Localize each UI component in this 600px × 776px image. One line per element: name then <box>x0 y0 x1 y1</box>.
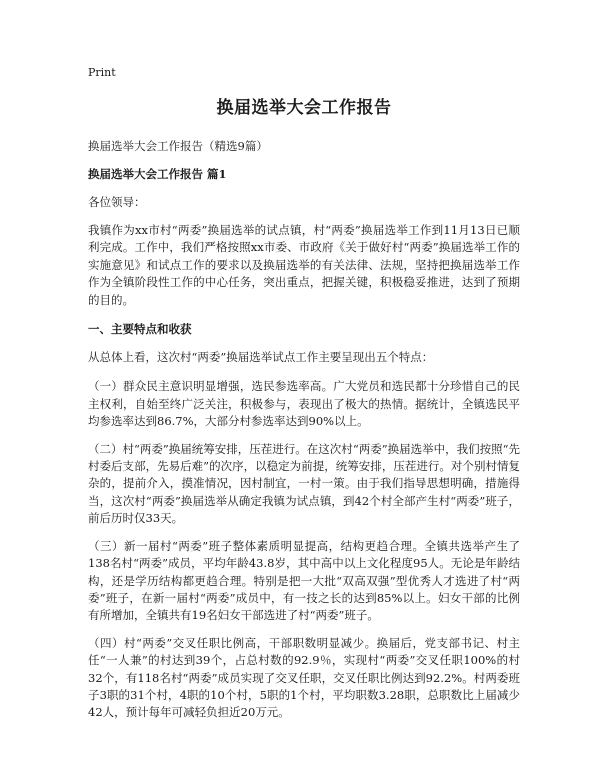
greeting-line: 各位领导： <box>88 195 146 209</box>
print-label[interactable]: Print <box>88 66 116 79</box>
section-heading: 一、主要特点和收获 <box>88 322 192 337</box>
section-lead-paragraph: 从总体上看，这次村“两委”换届选举试点工作主要呈现出五个特点： <box>88 350 434 365</box>
point-paragraph: （三）新一届村“两委”班子整体素质明显提高，结构更趋合理。全镇共选举产生了138名村“两委”成员，平均年龄43.8岁，其中高中以上文化程度95人。无论是年龄结构，还是学历结构都更趋合理。特别是把一大批“双高双强”型优秀人才选进了村“两委”班子，在新一届村“两委”成员中，有一技之长的达到85%以上。妇女干部的比例有所增加，全镇共有19名妇女干部选进了村“两委”班子。 <box>88 538 520 623</box>
point-paragraph: （一）群众民主意识明显增强，选民参选率高。广大党员和选民都十分珍惜自己的民主权利，自始至终广泛关注，积极参与，表现出了极大的热情。据统计，全镇选民平均参选率达到86.7%，大部分村参选率达到90%以上。 <box>88 379 520 429</box>
point-paragraph: （二）村“两委”换届统筹安排，压茬进行。在这次村“两委”换届选举中，我们按照“先村委后支部，先易后难”的次序，以稳定为前提，统筹安排，压茬进行。对个别村情复杂的，提前介入，摸准情况，因村制宜，一村一策。由于我们指导思想明确，措施得当，这次村“两委”换届选举从确定我镇为试点镇，到42个村全部产生村“两委”班子，前后历时仅33天。 <box>88 441 520 526</box>
article-heading: 换届选举大会工作报告 篇1 <box>88 167 227 181</box>
document-subtitle: 换届选举大会工作报告（精选9篇） <box>88 139 268 153</box>
document-page <box>88 66 520 732</box>
intro-paragraph: 我镇作为xx市村“两委”换届选举的试点镇，村“两委”换届选举工作到11月13日已顺利完成。工作中，我们严格按照xx市委、市政府《关于做好村“两委”换届选举工作的实施意见》和试点工作的要求以及换届选举的有关法律、法规，坚持把换届选举工作作为全镇阶段性工作的中心任务，突出重点，把握关键，积极稳妥推进，达到了预期的目的。 <box>88 223 520 307</box>
point-paragraph: （四）村“两委”交叉任职比例高，干部职数明显减少。换届后，党支部书记、村主任“一人兼”的村达到39个，占总村数的92.9％，实现村“两委”交叉任职100%的村32个，有118名村“两委”成员实现了交叉任职，交叉任职比例达到92.2%。村两委班子3职的31个村，4职的10个村，5职的1个村，平均职数3.28职，总职数比上届减少42人，预计每年可减轻负担近20万元。 <box>88 635 520 720</box>
page-title: 换届选举大会工作报告 <box>216 98 392 118</box>
